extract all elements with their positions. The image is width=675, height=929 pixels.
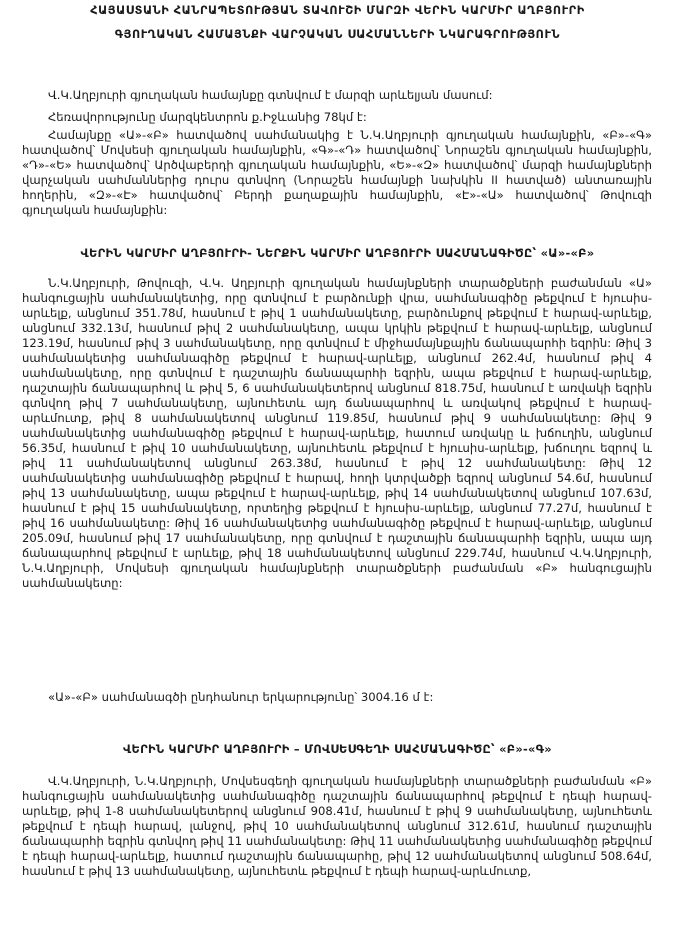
section-1-body: Ն.Կ.Աղբյուրի, Թովուզի, Վ.Կ. Աղբյուրի գյուղական համայնքների տարածքների բաժանման «Ա» հանգուցային սահմանակետից, որը գտնվում է բարձունքի վրա, սահմանագիծը թեքվում է հյուսիս-արևելք, անցնում 351.78մ, հասնում է թիվ 1 սահմանակետը, բարձունքով թեքվում է հարավ-արևելք, անցնում 332.13մ, հասնում թիվ 2 սահմանակետը, ապա կրկին թեքվում է հարավ-արևելք, անցնում 123.19մ, հասնում թիվ 3 սահմանակետը, որը գտնվում է միջհամայնքային ճանապարհի եզրին: Թիվ 3 սահմանակետից սահմանագիծը թեքվում է հարավ-արևելք, անցնում 262.4մ, հասնում թիվ 4 սահմանակետը, որը գտնվում է դաշտային ճանապարհի եզրին, ապա թեքվում է հարավ-արևելք, դաշտային ճանապարհով և թիվ 5, 6 սահմանակետերով անցնում 818.75մ, հասնում է առվակի եզրին գտնվող թիվ 7 սահմանակետը, այնուհետև այդ ճանապարհով և առվակով թեքվում է հարավ-արևմուտք, թիվ 8 սահմանակետով անցնում 119.85մ, հասնում թիվ 9 սահմանակետը: Թիվ 9 սահմանակետից սահմանագիծը թեքվում է հարավ-արևելք, հատում առվակը և խճուղին, անցնում 56.35մ, հասնում է թիվ 10 սահմանակետը, այնուհետև թեքվում է հյուսիս-արևելք, խճուղու եզրով և թիվ 11 սահմանակետով անցնում 263.38մ, հասնում է թիվ 12 սահմանակետը: Թիվ 12 սահմանակետից սահմանագիծը թեքվում է հարավ, հողի կտրվածքի եզրով անցնում 54.6մ, հասնում թիվ 13 սահմանակետը, ապա թեքվում է հարավ-արևելք, թիվ 14 սահմանակետով անցնում 107.63մ, հասնում է թիվ 15 սահմանակետը, որտեղից թեքվում է հյուսիս-արևելք, անցնում 77.27մ, հասնում է թիվ 16 սահմանակետը: Թիվ 16 սահմանակետից սահմանագիծը թեքվում է հարավ-արևելք, անցնում 205.09մ, հասնում թիվ 17 սահմանակետը, որը գտնվում է դաշտային ճանապարհի եզրին, ապա այդ ճանապարհով թեքվում է արևելք, թիվ 18 սահմանակետով անցնում 229.74մ, հասնում Վ.Կ.Աղբյուրի, Ն.Կ.Աղբյուրի, Մովսեսի գյուղական համայնքների տարածքների բաժանման «Բ» հանգուցային սահմանակետը:: [22, 276, 652, 590]
intro-distance-paragraph: Հեռավորությունը մարզկենտրոն ք.Իջևանից 78կմ է:: [48, 110, 367, 124]
intro-neighbors-paragraph: Համայնքը «Ա»-«Բ» հատվածով սահմանակից է Ն.Կ.Աղբյուրի գյուղական համայնքին, «Բ»-«Գ» հատվածով՝ Մովսեսի գյուղական համայնքին, «Գ»-«Դ» հատվածով՝ Նորաշեն գյուղական համայնքին, «Դ»-«Ե» հատվածով՝ Արծվաբերդի գյուղական համայնքին, «Ե»-«Զ» հատվածով՝ մարզի համայնքների վարչական սահմաններից դուրս գտնվող (Նորաշեն համայնքի նախկին II հատված) անտառային հողերին, «Զ»-«Է» հատվածով՝ Բերդի քաղաքային համայնքին, «Է»-«Ա» հատվածով՝ Թովուզի գյուղական համայնքին:: [22, 128, 652, 217]
document-title-line-2: ԳՅՈՒՂԱԿԱՆ ՀԱՄԱՅՆՔԻ ՎԱՐՉԱԿԱՆ ՍԱՀՄԱՆՆԵՐԻ ՆԿԱՐԱԳՐՈՒԹՅՈՒՆ: [114, 28, 561, 41]
section-2-body: Վ.Կ.Աղբյուրի, Ն.Կ.Աղբյուրի, Մովսեսգեղի գյուղական համայնքների տարածքների բաժանման «Բ» հանգուցային սահմանակետից սահմանագիծը դաշտային ճանապարհով թեքվում է դեպի հարավ-արևելք, թիվ 1-8 սահմանակետերով անցնում 908.41մ, հասնում է թիվ 9 սահմանակետը, այնուհետև թեքվում է դեպի հարավ, լանջով, թիվ 10 սահմանակետով անցնում 312.61մ, հասնում դաշտային ճանապարհի եզրին գտնվող թիվ 11 սահմանակետը: Թիվ 11 սահմանակետից սահմանագիծը թեքվում է դեպի հարավ-արևելք, հատում դաշտային ճանապարհը, թիվ 12 սահմանակետով անցնում 508.64մ, հասնում է թիվ 13 սահմանակետը, այնուհետև թեքվում է դեպի հարավ-արևմուտք,: [22, 774, 652, 878]
section-1-total-length: «Ա»-«Բ» սահմանագծի ընդհանուր երկարությունը՝ 3004.16 մ է:: [48, 690, 434, 704]
section-2-heading: ՎԵՐԻՆ ԿԱՐՄԻՐ ԱՂԲՅՈՒՐԻ – ՄՈՎՍԵՍԳԵՂԻ ՍԱՀՄԱՆԱԳԻԾԸ՝ «Բ»-«Գ»: [123, 742, 552, 756]
section-1-heading: ՎԵՐԻՆ ԿԱՐՄԻՐ ԱՂԲՅՈՒՐԻ- ՆԵՐՔԻՆ ԿԱՐՄԻՐ ԱՂԲՅՈՒՐԻ ՍԱՀՄԱՆԱԳԻԾԸ՝ «Ա»-«Բ»: [80, 246, 595, 260]
document-title-line-1: ՀԱՅԱՍՏԱՆԻ ՀԱՆՐԱՊԵՏՈՒԹՅԱՆ ՏԱՎՈՒՇԻ ՄԱՐԶԻ ՎԵՐԻՆ ԿԱՐՄԻՐ ԱՂԲՅՈՒՐԻ: [90, 4, 585, 17]
intro-location-paragraph: Վ.Կ.Աղբյուրի գյուղական համայնքը գտնվում է մարզի արևելյան մասում:: [48, 88, 493, 102]
